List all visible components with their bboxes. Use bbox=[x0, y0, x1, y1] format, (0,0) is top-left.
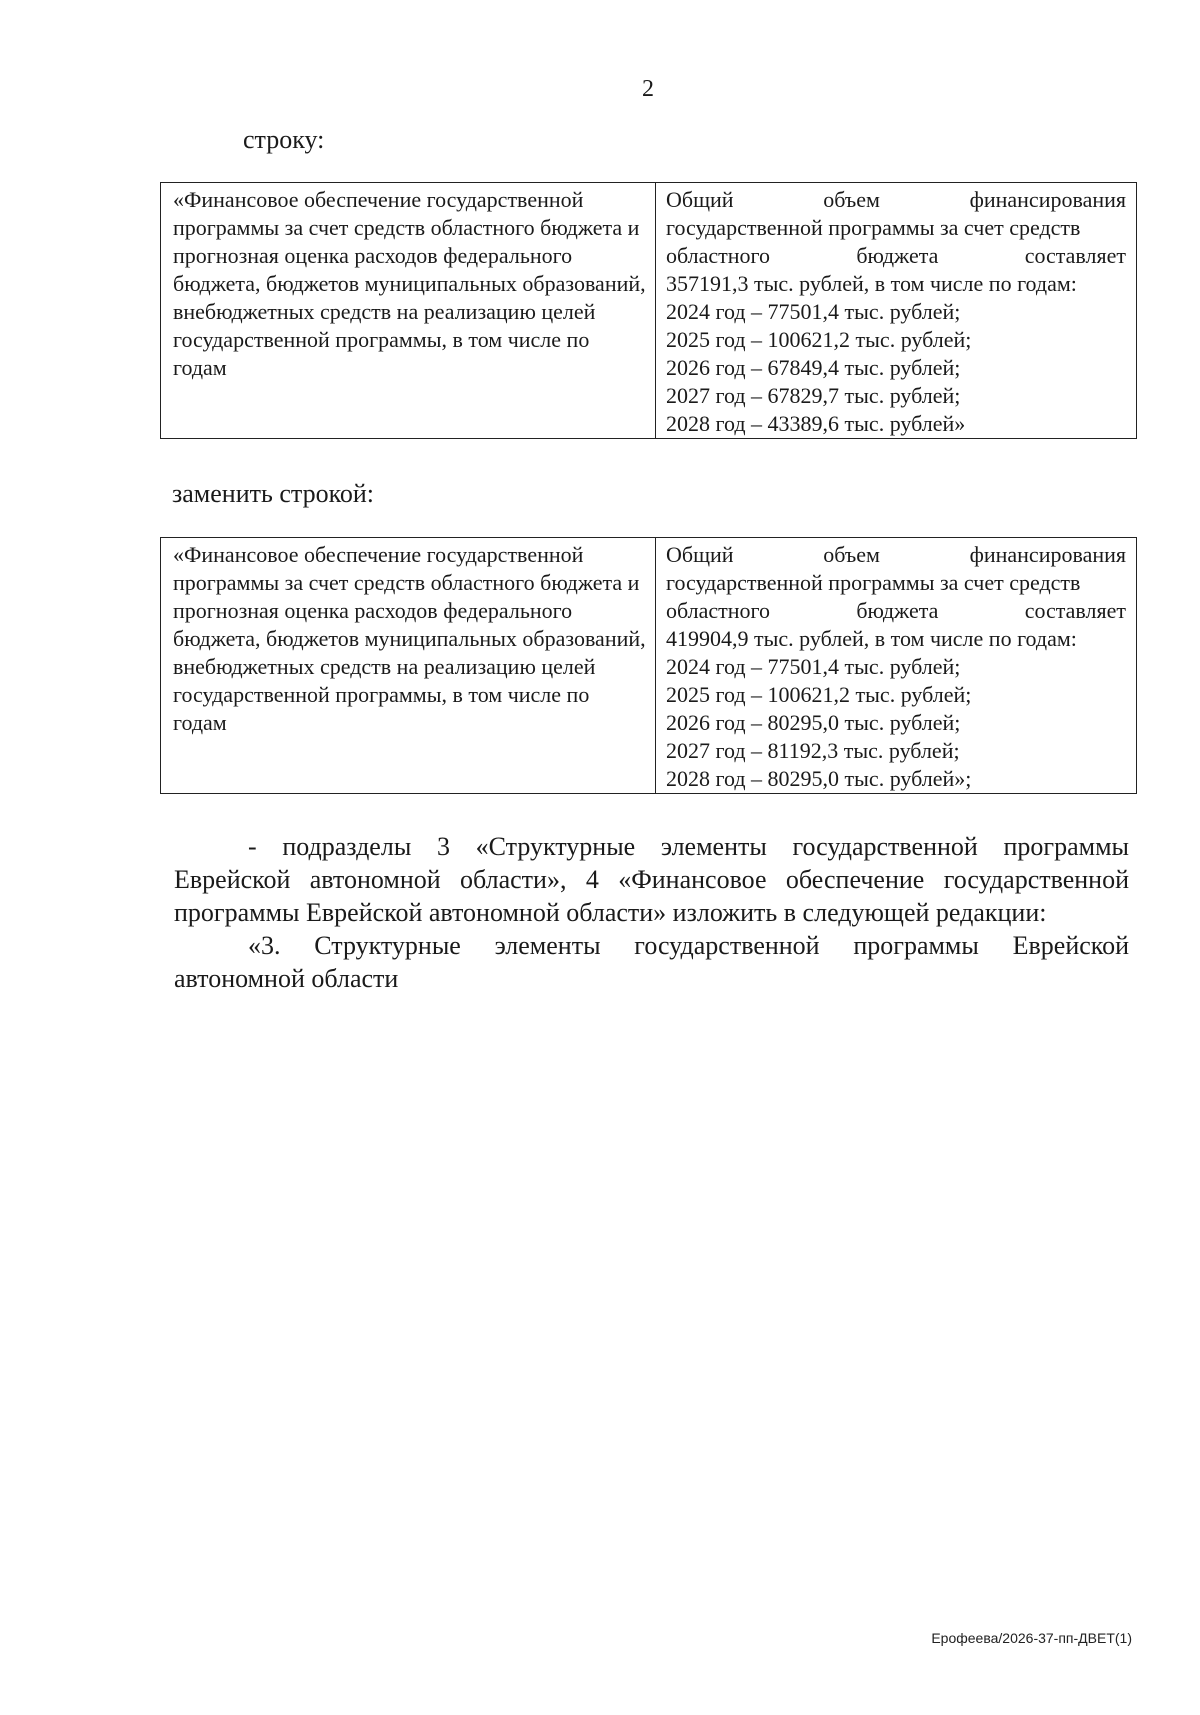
instructions-block bbox=[174, 830, 1129, 995]
section-3-heading: «3. Структурные элементы государственной программы Еврейской автономной области bbox=[174, 931, 1129, 993]
old-row-line: Общий объем финансирования bbox=[666, 187, 1126, 212]
document-code: Ерофеева/2026-37-пп-ДВЕТ(1) bbox=[931, 1630, 1132, 1646]
table-row bbox=[161, 183, 1137, 439]
table-row bbox=[161, 538, 1137, 794]
label-old-row: строку: bbox=[243, 125, 325, 154]
old-row-table bbox=[160, 182, 1137, 439]
old-row-total: 357191,3 тыс. рублей, в том числе по годам: bbox=[666, 271, 1077, 296]
subsection-instruction: - подразделы 3 «Структурные элементы государственной программы Еврейской автономной области», 4 «Финансовое обеспечение государственной программы Еврейской автономной области» изложить в следующей редакции: bbox=[174, 832, 1129, 927]
old-row-line: государственной программы за счет средств bbox=[666, 215, 1081, 240]
new-row-line: государственной программы за счет средств bbox=[666, 570, 1081, 595]
new-row-right-cell bbox=[656, 538, 1137, 794]
new-row-line: областного бюджета составляет bbox=[666, 598, 1126, 623]
new-row-left-cell: «Финансовое обеспечение государственной программы за счет средств областного бюджета и прогнозная оценка расходов федерального бюджета, бюджетов муниципальных образований, внебюджетных средств на реализацию целей государственной программы, в том числе по годам bbox=[161, 538, 656, 794]
old-row-year-2026: 2026 год – 67849,4 тыс. рублей; bbox=[666, 355, 961, 380]
new-row-year-2027: 2027 год – 81192,3 тыс. рублей; bbox=[666, 738, 960, 763]
old-row-right-cell bbox=[656, 183, 1137, 439]
new-row-year-2025: 2025 год – 100621,2 тыс. рублей; bbox=[666, 682, 972, 707]
old-row-year-2028: 2028 год – 43389,6 тыс. рублей» bbox=[666, 411, 966, 436]
old-row-year-2024: 2024 год – 77501,4 тыс. рублей; bbox=[666, 299, 961, 324]
page-number: 2 bbox=[642, 76, 654, 102]
old-row-line: областного бюджета составляет bbox=[666, 243, 1126, 268]
new-row-line: Общий объем финансирования bbox=[666, 542, 1126, 567]
new-row-year-2024: 2024 год – 77501,4 тыс. рублей; bbox=[666, 654, 961, 679]
old-row-left-cell: «Финансовое обеспечение государственной программы за счет средств областного бюджета и прогнозная оценка расходов федерального бюджета, бюджетов муниципальных образований, внебюджетных средств на реализацию целей государственной программы, в том числе по годам bbox=[161, 183, 656, 439]
new-row-year-2026: 2026 год – 80295,0 тыс. рублей; bbox=[666, 710, 961, 735]
old-row-year-2025: 2025 год – 100621,2 тыс. рублей; bbox=[666, 327, 972, 352]
new-row-total: 419904,9 тыс. рублей, в том числе по годам: bbox=[666, 626, 1077, 651]
new-row-year-2028: 2028 год – 80295,0 тыс. рублей»; bbox=[666, 766, 972, 791]
old-row-year-2027: 2027 год – 67829,7 тыс. рублей; bbox=[666, 383, 961, 408]
label-new-row: заменить строкой: bbox=[172, 479, 375, 508]
new-row-table bbox=[160, 537, 1137, 794]
